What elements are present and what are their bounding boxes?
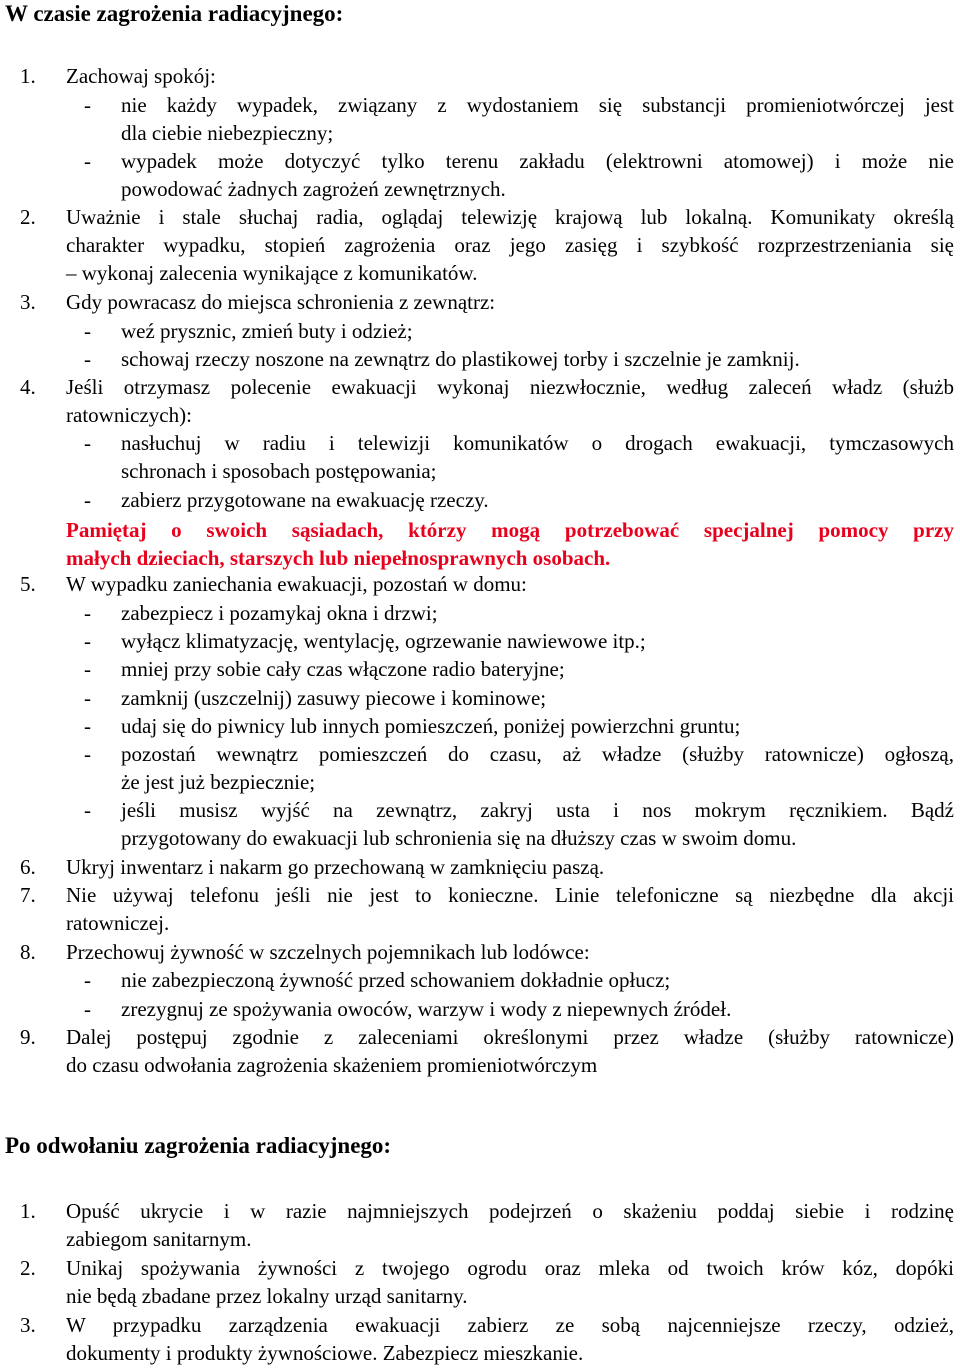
text-line: schowaj rzeczy noszone na zewnątrz do plastikowej torby i szczelnie je zamknij. [121,347,800,371]
text-line: Uważnie i stale słuchaj radia, oglądaj telewizję krajową lub lokalną. Komunikaty określą [66,205,954,229]
text-line: ratowniczej. [66,911,170,935]
text-line: wypadek może dotyczyć tylko terenu zakładu (elektrowni atomowej) i może nie [121,149,954,173]
text-line: pozostań wewnątrz pomieszczeń do czasu, aż władze (służby ratownicze) ogłoszą, [121,742,954,766]
text-line: nasłuchuj w radiu i telewizji komunikatów o drogach ewakuacji, tymczasowych [121,431,954,455]
text-line: jeśli musisz wyjść na zewnątrz, zakryj usta i nos mokrym ręcznikiem. Bądź [121,798,954,822]
bullet-dash: - [84,742,91,766]
text-line: Przechowuj żywność w szczelnych pojemnikach lub lodówce: [66,940,590,964]
list-number: 1. [20,1199,36,1223]
text-line: W wypadku zaniechania ewakuacji, pozostań w domu: [66,572,527,596]
text-line: zrezygnuj ze spożywania owoców, warzyw i wody z niepewnych źródeł. [121,997,732,1021]
text-line: przygotowany do ewakuacji lub schronienia się na dłuższy czas w swoim domu. [121,826,797,850]
text-line: Zachowaj spokój: [66,64,216,88]
text-line: ratowniczych): [66,403,192,427]
section-heading: W czasie zagrożenia radiacyjnego: [5,1,344,26]
text-line: wyłącz klimatyzację, wentylację, ogrzewanie nawiewowe itp.; [121,629,646,653]
text-line: zabezpiecz i pozamykaj okna i drzwi; [121,601,438,625]
text-line: nie zabezpieczoną żywność przed schowaniem dokładnie opłucz; [121,968,671,992]
text-line: weź prysznic, zmień buty i odzież; [121,319,413,343]
list-number: 2. [20,1256,36,1280]
bullet-dash: - [84,714,91,738]
text-line: charakter wypadku, stopień zagrożenia oraz jego zasięg i szybkość rozprzestrzeniania się [66,233,954,257]
text-line: Jeśli otrzymasz polecenie ewakuacji wykonaj niezwłocznie, według zaleceń władz (służb [66,375,954,399]
text-line: zabierz przygotowane na ewakuację rzeczy. [121,488,489,512]
text-line: mniej przy sobie cały czas włączone radio bateryjne; [121,657,565,681]
text-line: dokumenty i produkty żywnościowe. Zabezpiecz mieszkanie. [66,1341,584,1365]
list-number: 3. [20,290,36,314]
text-line: Unikaj spożywania żywności z twojego ogrodu oraz mleka od twoich krów kóz, dopóki [66,1256,954,1280]
bullet-dash: - [84,149,91,173]
list-number: 1. [20,64,36,88]
text-line: nie każdy wypadek, związany z wydostaniem się substancji promieniotwórczej jest [121,93,954,117]
text-line: dla ciebie niebezpieczny; [121,121,334,145]
list-number: 3. [20,1313,36,1337]
list-number: 7. [20,883,36,907]
bullet-dash: - [84,601,91,625]
bullet-dash: - [84,93,91,117]
text-line: – wykonaj zalecenia wynikające z komunikatów. [66,261,478,285]
list-number: 4. [20,375,36,399]
bullet-dash: - [84,686,91,710]
text-line: Opuść ukrycie i w razie najmniejszych podejrzeń o skażeniu poddaj siebie i rodzinę [66,1199,954,1223]
list-number: 9. [20,1025,36,1049]
list-number: 8. [20,940,36,964]
bullet-dash: - [84,488,91,512]
bullet-dash: - [84,798,91,822]
list-number: 6. [20,855,36,879]
text-line: schronach i sposobach postępowania; [121,459,437,483]
bullet-dash: - [84,347,91,371]
text-line: Gdy powracasz do miejsca schronienia z zewnątrz: [66,290,496,314]
text-line: Nie używaj telefonu jeśli nie jest to konieczne. Linie telefoniczne są niezbędne dla akcji [66,883,954,907]
bullet-dash: - [84,997,91,1021]
text-line: zamknij (uszczelnij) zasuwy piecowe i kominowe; [121,686,547,710]
text-line: W przypadku zarządzenia ewakuacji zabierz ze sobą najcenniejsze rzeczy, odzież, [66,1313,954,1337]
text-line: Pamiętaj o swoich sąsiadach, którzy mogą potrzebować specjalnej pomocy przy [66,518,954,542]
bullet-dash: - [84,629,91,653]
text-line: małych dzieciach, starszych lub niepełnosprawnych osobach. [66,546,611,570]
text-line: nie będą zbadane przez lokalny urząd sanitarny. [66,1284,468,1308]
text-line: do czasu odwołania zagrożenia skażeniem promieniotwórczym [66,1053,598,1077]
text-line: Dalej postępuj zgodnie z zaleceniami określonymi przez władze (służby ratownicze) [66,1025,954,1049]
bullet-dash: - [84,657,91,681]
text-line: że jest już bezpiecznie; [121,770,316,794]
section-heading: Po odwołaniu zagrożenia radiacyjnego: [5,1133,392,1158]
bullet-dash: - [84,319,91,343]
text-line: zabiegom sanitarnym. [66,1227,252,1251]
text-line: udaj się do piwnicy lub innych pomieszczeń, poniżej powierzchni gruntu; [121,714,741,738]
text-line: Ukryj inwentarz i nakarm go przechowaną w zamknięciu paszą. [66,855,605,879]
bullet-dash: - [84,968,91,992]
text-line: powodować żadnych zagrożeń zewnętrznych. [121,177,506,201]
bullet-dash: - [84,431,91,455]
list-number: 5. [20,572,36,596]
list-number: 2. [20,205,36,229]
